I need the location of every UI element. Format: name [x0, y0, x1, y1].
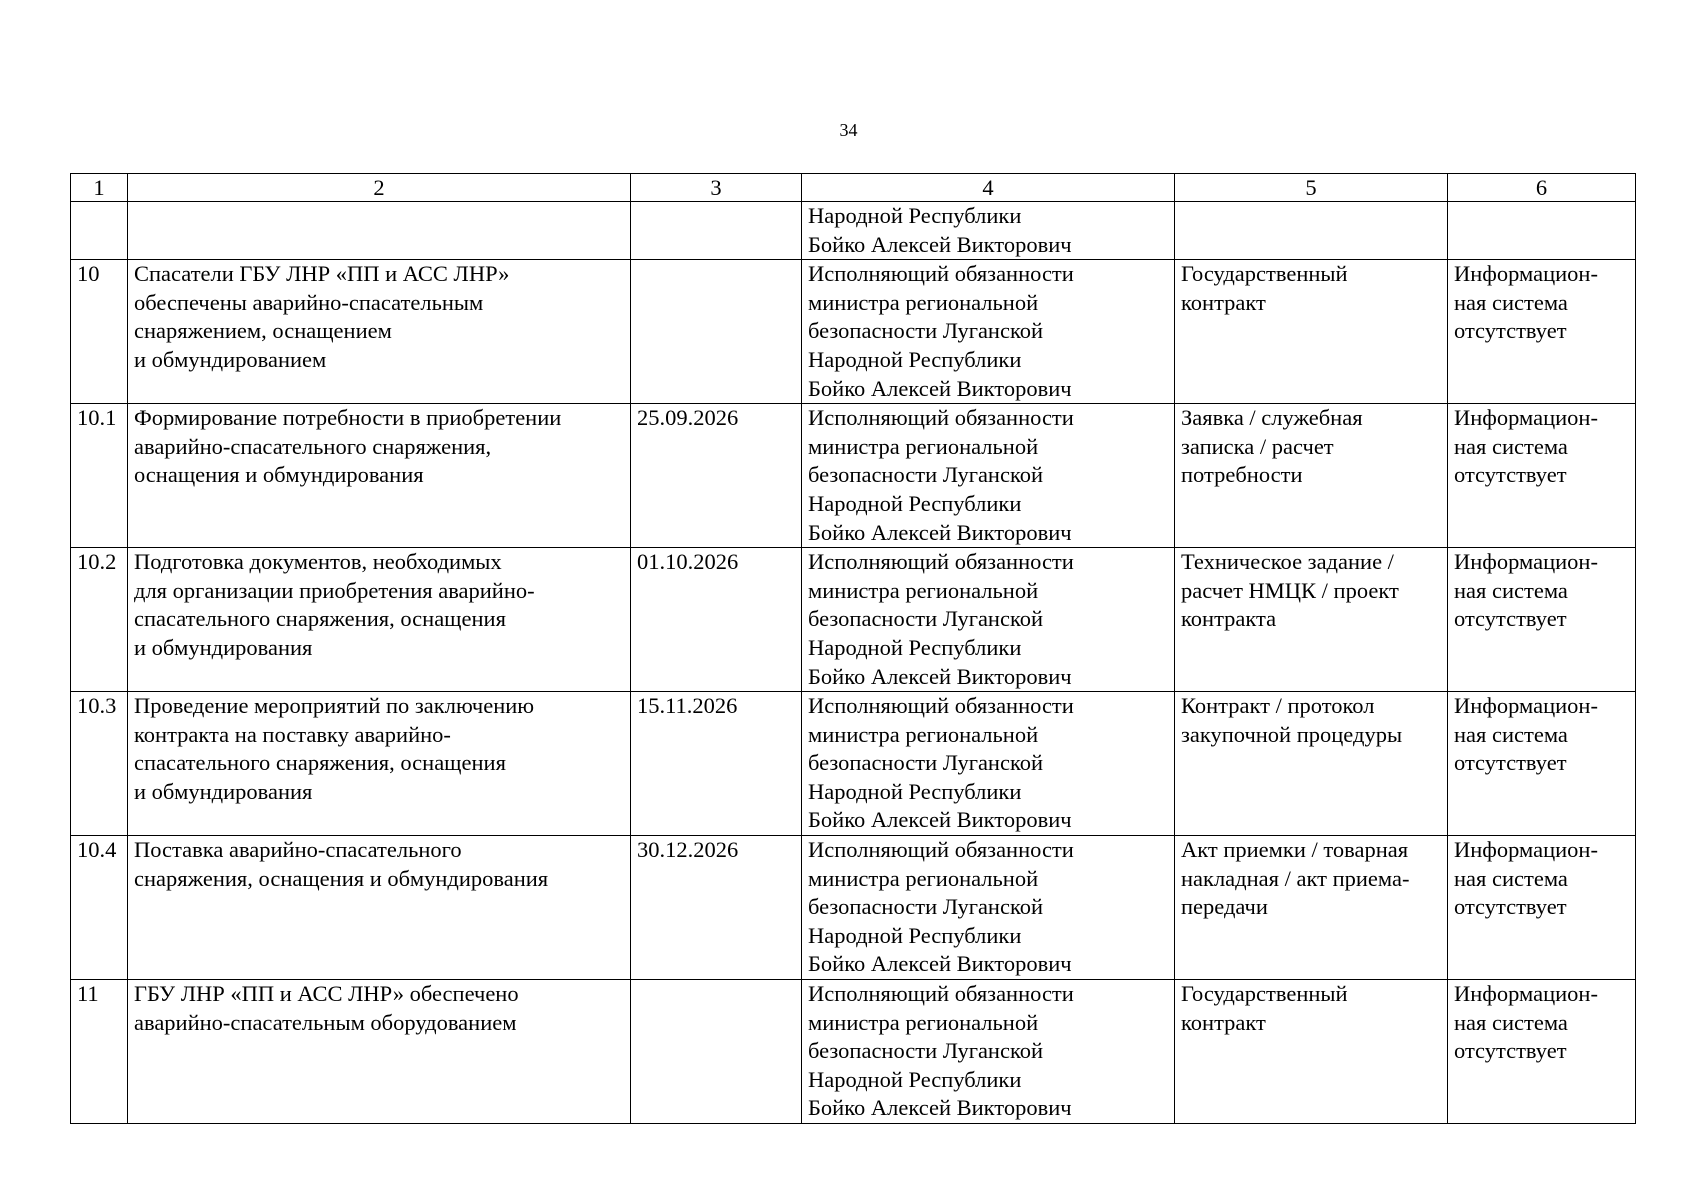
row-number: 10 [71, 260, 128, 404]
table-row [71, 548, 1636, 692]
row-title: Подготовка документов, необходимых для организации приобретения аварийно- спасательного снаряжения, оснащения и обмундирования [128, 548, 631, 692]
row-responsible: Исполняющий обязанности министра региональной безопасности Луганской Народной Республики Бойко Алексей Викторович [802, 836, 1175, 980]
row-title: Спасатели ГБУ ЛНР «ПП и АСС ЛНР» обеспечены аварийно-спасательным снаряжением, оснащением и обмундированием [128, 260, 631, 404]
plan-table [70, 173, 1636, 1124]
page-number: 34 [839, 120, 858, 140]
row-number: 11 [71, 980, 128, 1124]
row-document: Техническое задание / расчет НМЦК / проект контракта [1175, 548, 1448, 692]
row-date: 25.09.2026 [631, 404, 802, 548]
header-cell: 5 [1175, 174, 1448, 202]
header-row [71, 174, 1636, 202]
row-date: 30.12.2026 [631, 836, 802, 980]
table-row [71, 260, 1636, 404]
row-document: Контракт / протокол закупочной процедуры [1175, 692, 1448, 836]
row-info-system: Информацион- ная система отсутствует [1448, 980, 1636, 1124]
row-document: Заявка / служебная записка / расчет потребности [1175, 404, 1448, 548]
row-info-system [1448, 202, 1636, 260]
row-responsible: Исполняющий обязанности министра региональной безопасности Луганской Народной Республики Бойко Алексей Викторович [802, 692, 1175, 836]
row-number: 10.4 [71, 836, 128, 980]
header-cell: 6 [1448, 174, 1636, 202]
row-number: 10.1 [71, 404, 128, 548]
row-number [71, 202, 128, 260]
row-info-system: Информацион- ная система отсутствует [1448, 548, 1636, 692]
table-row [71, 404, 1636, 548]
row-document: Государственный контракт [1175, 260, 1448, 404]
row-responsible: Исполняющий обязанности министра региональной безопасности Луганской Народной Республики Бойко Алексей Викторович [802, 260, 1175, 404]
header-cell: 4 [802, 174, 1175, 202]
row-title: ГБУ ЛНР «ПП и АСС ЛНР» обеспечено аварийно-спасательным оборудованием [128, 980, 631, 1124]
row-title: Поставка аварийно-спасательного снаряжения, оснащения и обмундирования [128, 836, 631, 980]
row-document: Государственный контракт [1175, 980, 1448, 1124]
row-responsible: Исполняющий обязанности министра региональной безопасности Луганской Народной Республики Бойко Алексей Викторович [802, 404, 1175, 548]
row-title [128, 202, 631, 260]
row-date: 01.10.2026 [631, 548, 802, 692]
row-date [631, 202, 802, 260]
header-cell: 2 [128, 174, 631, 202]
header-cell: 1 [71, 174, 128, 202]
row-info-system: Информацион- ная система отсутствует [1448, 836, 1636, 980]
table-row [71, 980, 1636, 1124]
table-row [71, 692, 1636, 836]
table-row [71, 202, 1636, 260]
row-info-system: Информацион- ная система отсутствует [1448, 260, 1636, 404]
row-number: 10.3 [71, 692, 128, 836]
row-document: Акт приемки / товарная накладная / акт приема- передачи [1175, 836, 1448, 980]
row-document [1175, 202, 1448, 260]
row-responsible: Исполняющий обязанности министра региональной безопасности Луганской Народной Республики Бойко Алексей Викторович [802, 980, 1175, 1124]
row-date [631, 260, 802, 404]
row-date [631, 980, 802, 1124]
row-info-system: Информацион- ная система отсутствует [1448, 692, 1636, 836]
row-responsible: Исполняющий обязанности министра региональной безопасности Луганской Народной Республики Бойко Алексей Викторович [802, 548, 1175, 692]
row-date: 15.11.2026 [631, 692, 802, 836]
header-cell: 3 [631, 174, 802, 202]
table-row [71, 836, 1636, 980]
row-info-system: Информацион- ная система отсутствует [1448, 404, 1636, 548]
row-title: Формирование потребности в приобретении аварийно-спасательного снаряжения, оснащения и обмундирования [128, 404, 631, 548]
row-number: 10.2 [71, 548, 128, 692]
row-title: Проведение мероприятий по заключению контракта на поставку аварийно- спасательного снаряжения, оснащения и обмундирования [128, 692, 631, 836]
row-responsible: Народной Республики Бойко Алексей Викторович [802, 202, 1175, 260]
